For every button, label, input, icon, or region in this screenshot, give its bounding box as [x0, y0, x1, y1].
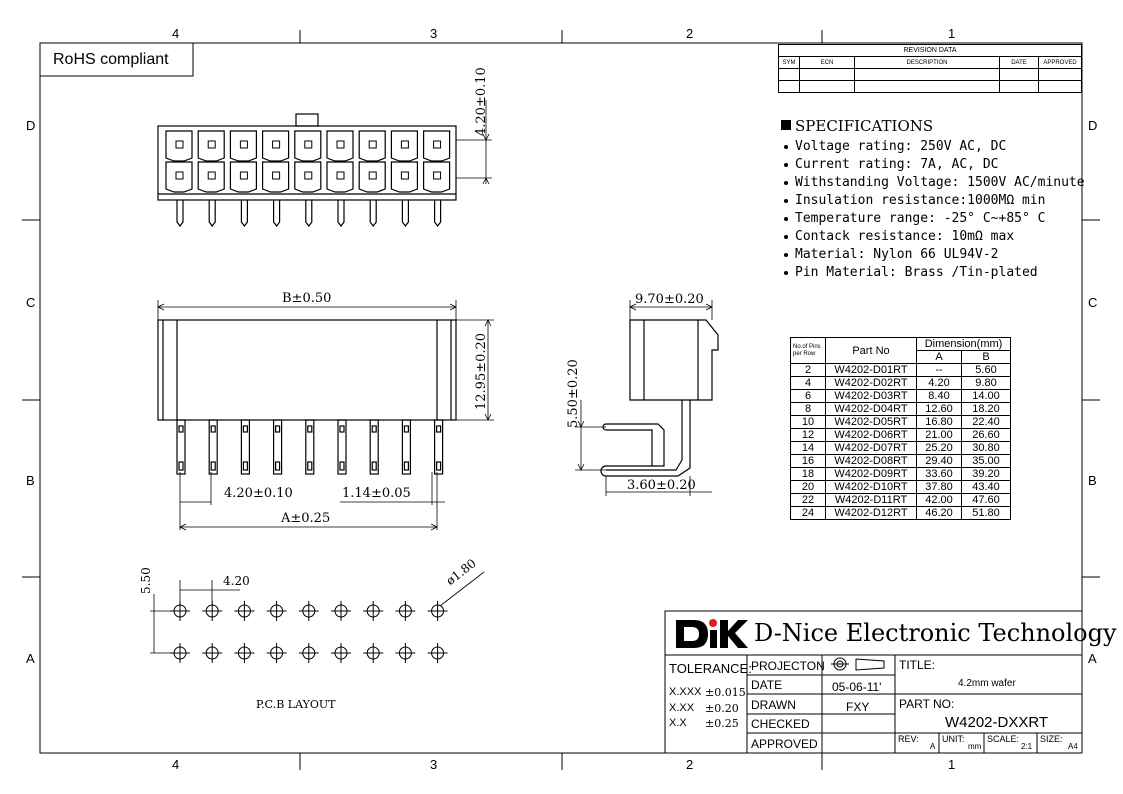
rohs-label: RoHS compliant — [53, 51, 169, 68]
drawn-value: FXY — [846, 700, 870, 714]
cavity — [295, 162, 321, 192]
side-pin-notch — [211, 462, 215, 470]
dim-a-cell: 37.80 — [917, 481, 962, 494]
spec-item: Voltage rating: 250V AC, DC — [795, 139, 1007, 154]
spec-bullet — [784, 235, 788, 239]
part-no-cell: W4202-D04RT — [826, 403, 917, 416]
revision-table — [778, 44, 1082, 93]
spec-item: Temperature range: -25° C~+85° C — [795, 211, 1046, 226]
dim-b-cell: 43.40 — [962, 481, 1011, 494]
part-no-cell: W4202-D08RT — [826, 455, 917, 468]
zone-top-1: 1 — [948, 26, 956, 41]
cavity-terminal — [273, 141, 280, 148]
pt-header-b: B — [962, 351, 1011, 364]
cavity — [166, 162, 192, 192]
spec-item: Withstanding Voltage: 1500V AC/minute — [795, 175, 1085, 190]
side-pin-notch — [211, 426, 215, 432]
part-no-cell: W4202-D03RT — [826, 390, 917, 403]
title-label: TITLE: — [899, 658, 936, 672]
part-no-cell: W4202-D12RT — [826, 507, 917, 520]
side-pin-notch — [404, 426, 408, 432]
dim-a-cell: 16.80 — [917, 416, 962, 429]
rev-header-ecn: ECN — [800, 57, 855, 69]
dim-right-pin: 3.60±0.20 — [627, 478, 696, 493]
cavity-terminal — [208, 172, 215, 179]
cavity-terminal — [401, 172, 408, 179]
pins-cell: 20 — [791, 481, 826, 494]
side-pin-notch — [437, 462, 441, 470]
dim-b-cell: 47.60 — [962, 494, 1011, 507]
top-pin — [241, 200, 247, 226]
side-pin — [402, 420, 410, 474]
dim-b-cell: 35.00 — [962, 455, 1011, 468]
projection-label: PROJECTON — [751, 659, 825, 673]
rev-header-sym: SYM — [779, 57, 800, 69]
dim-right-width: 9.70±0.20 — [635, 292, 704, 307]
spec-bullet — [784, 145, 788, 149]
cavity-terminal — [337, 141, 344, 148]
rev-header-date: DATE — [1000, 57, 1039, 69]
zone-top-4: 4 — [172, 26, 180, 41]
zone-right-b: B — [1088, 473, 1097, 488]
dim-pin-width: 1.14±0.05 — [342, 486, 411, 501]
zone-bottom-2: 2 — [686, 757, 694, 772]
cavity-terminal — [305, 172, 312, 179]
tol-row-2-format: X.XX — [669, 702, 695, 714]
cavity-terminal — [176, 172, 183, 179]
zone-left-d: D — [26, 118, 36, 133]
spec-item: Contack resistance: 10mΩ max — [795, 229, 1015, 244]
cavity — [166, 131, 192, 161]
side-view — [158, 300, 494, 530]
spec-title: SPECIFICATIONS — [795, 117, 934, 135]
company-logo — [676, 619, 748, 648]
cavity-terminal — [369, 172, 376, 179]
side-pin-notch — [437, 426, 441, 432]
dim-b-cell: 5.60 — [962, 364, 1011, 377]
spec-bullet — [784, 217, 788, 221]
spec-marker — [781, 120, 791, 130]
cavity-terminal — [337, 172, 344, 179]
side-pin-notch — [276, 462, 280, 470]
spec-bullet — [784, 181, 788, 185]
side-pin — [274, 420, 282, 474]
part-no-cell: W4202-D05RT — [826, 416, 917, 429]
top-view — [158, 100, 492, 226]
dim-a-cell: 42.00 — [917, 494, 962, 507]
table-row — [791, 442, 1011, 455]
top-pin — [370, 200, 376, 226]
side-pin — [306, 420, 314, 474]
zone-bottom-3: 3 — [430, 757, 438, 772]
pt-header-part: Part No — [826, 338, 917, 364]
dim-a-cell: 4.20 — [917, 377, 962, 390]
cavity-terminal — [369, 141, 376, 148]
cavity — [263, 162, 289, 192]
dim-pcb-hole: ø1.80 — [443, 556, 479, 588]
dim-right-height: 5.50±0.20 — [566, 359, 581, 428]
part-no-cell: W4202-D01RT — [826, 364, 917, 377]
part-no-cell: W4202-D07RT — [826, 442, 917, 455]
side-pin — [241, 420, 249, 474]
table-row — [791, 455, 1011, 468]
zone-left-c: C — [26, 295, 36, 310]
cavity-terminal — [305, 141, 312, 148]
dim-b-cell: 14.00 — [962, 390, 1011, 403]
zone-top-3: 3 — [430, 26, 438, 41]
spec-bullet — [784, 199, 788, 203]
spec-bullet — [784, 253, 788, 257]
partno-label: PART NO: — [899, 697, 955, 711]
cavity — [391, 162, 417, 192]
top-pin — [306, 200, 312, 226]
approved-label: APPROVED — [751, 737, 818, 751]
table-row — [791, 494, 1011, 507]
checked-label: CHECKED — [751, 717, 810, 731]
date-label: DATE — [751, 678, 783, 692]
dim-a-cell: 25.20 — [917, 442, 962, 455]
dim-b-cell: 18.20 — [962, 403, 1011, 416]
unit-label: UNIT: — [942, 734, 965, 744]
dim-b-cell: 22.40 — [962, 416, 1011, 429]
scale-label: SCALE: — [987, 734, 1020, 744]
pins-cell: 8 — [791, 403, 826, 416]
cavity — [327, 131, 353, 161]
zone-right-a: A — [1088, 651, 1097, 666]
dim-b-cell: 51.80 — [962, 507, 1011, 520]
dim-side-width: B±0.50 — [282, 291, 332, 306]
size-label: SIZE: — [1040, 734, 1063, 744]
table-row — [791, 481, 1011, 494]
dim-a-cell: 33.60 — [917, 468, 962, 481]
spec-item: Current rating: 7A, AC, DC — [795, 157, 999, 172]
part-no-cell: W4202-D06RT — [826, 429, 917, 442]
zone-left-a: A — [26, 651, 35, 666]
side-pin-notch — [372, 462, 376, 470]
side-pin — [370, 420, 378, 474]
cavity — [359, 131, 385, 161]
side-pin-notch — [276, 426, 280, 432]
cavity — [359, 162, 385, 192]
side-pin-notch — [179, 426, 183, 432]
tol-row-3-value: ±0.25 — [705, 717, 739, 730]
dim-b-cell: 9.80 — [962, 377, 1011, 390]
part-no-cell: W4202-D11RT — [826, 494, 917, 507]
unit-value: mm — [968, 742, 982, 751]
scale-value: 2:1 — [1021, 742, 1033, 751]
dim-pcb-pitch: 4.20 — [223, 574, 250, 588]
dim-top-height: 4.20±0.10 — [474, 67, 489, 136]
tol-row-2-value: ±0.20 — [705, 702, 739, 715]
side-pin-notch — [308, 426, 312, 432]
part-no-cell: W4202-D10RT — [826, 481, 917, 494]
tolerance-label: TOLERANCE: — [669, 661, 752, 676]
dim-span-a: A±0.25 — [281, 511, 331, 526]
dim-b-cell: 26.60 — [962, 429, 1011, 442]
spec-bullet — [784, 271, 788, 275]
top-pin — [402, 200, 408, 226]
table-row — [791, 507, 1011, 520]
dim-a-cell: -- — [917, 364, 962, 377]
cavity — [327, 162, 353, 192]
title-value: 4.2mm wafer — [958, 678, 1016, 689]
date-value: 05-06-11' — [832, 680, 882, 694]
pins-cell: 4 — [791, 377, 826, 390]
dim-pitch: 4.20±0.10 — [224, 486, 293, 501]
part-no-cell: W4202-D09RT — [826, 468, 917, 481]
cavity-terminal — [434, 141, 441, 148]
zone-top-2: 2 — [686, 26, 694, 41]
pins-cell: 18 — [791, 468, 826, 481]
pins-cell: 10 — [791, 416, 826, 429]
cavity-terminal — [240, 141, 247, 148]
cavity — [230, 162, 256, 192]
pins-cell: 24 — [791, 507, 826, 520]
dim-a-cell: 29.40 — [917, 455, 962, 468]
dim-pcb-row: 5.50 — [139, 567, 153, 594]
dim-side-height: 12.95±0.20 — [474, 332, 489, 410]
side-pin-notch — [372, 426, 376, 432]
side-pin-notch — [308, 462, 312, 470]
table-row — [791, 377, 1011, 390]
pins-cell: 14 — [791, 442, 826, 455]
pcb-layout-label: P.C.B LAYOUT — [256, 698, 336, 711]
dim-a-cell: 12.60 — [917, 403, 962, 416]
table-row — [791, 416, 1011, 429]
top-pin — [435, 200, 441, 226]
top-pin — [338, 200, 344, 226]
pins-cell: 22 — [791, 494, 826, 507]
dim-b-cell: 39.20 — [962, 468, 1011, 481]
pins-cell: 12 — [791, 429, 826, 442]
drawn-label: DRAWN — [751, 698, 796, 712]
cavity-terminal — [208, 141, 215, 148]
cavity — [424, 162, 450, 192]
zone-right-c: C — [1088, 295, 1098, 310]
part-no-cell: W4202-D02RT — [826, 377, 917, 390]
dim-a-cell: 46.20 — [917, 507, 962, 520]
side-pin — [177, 420, 185, 474]
side-pin-notch — [404, 462, 408, 470]
dim-a-cell: 8.40 — [917, 390, 962, 403]
rev-value: A — [930, 742, 936, 751]
spec-item: Pin Material: Brass /Tin-plated — [795, 265, 1038, 280]
pins-cell: 6 — [791, 390, 826, 403]
top-pin — [274, 200, 280, 226]
zone-bottom-4: 4 — [172, 757, 180, 772]
tol-row-1-format: X.XXX — [669, 686, 702, 698]
cavity — [295, 131, 321, 161]
pt-header-pins: No.of Pins per Row — [791, 338, 826, 364]
cavity-terminal — [176, 141, 183, 148]
side-pin-notch — [340, 426, 344, 432]
revision-title: REVISION DATA — [779, 45, 1082, 57]
table-row — [791, 364, 1011, 377]
cavity — [198, 131, 224, 161]
side-pin-notch — [243, 462, 247, 470]
side-pin — [209, 420, 217, 474]
spec-bullet — [784, 163, 788, 167]
cavity — [263, 131, 289, 161]
dim-a-cell: 21.00 — [917, 429, 962, 442]
cavity — [391, 131, 417, 161]
pins-cell: 16 — [791, 455, 826, 468]
cavity — [424, 131, 450, 161]
right-view — [575, 300, 718, 496]
pcb-layout — [150, 572, 484, 663]
cavity-terminal — [434, 172, 441, 179]
table-row — [791, 468, 1011, 481]
cavity-terminal — [273, 172, 280, 179]
spec-item: Material: Nylon 66 UL94V-2 — [795, 247, 999, 262]
side-pin-notch — [243, 426, 247, 432]
table-row — [791, 390, 1011, 403]
partno-value: W4202-DXXRT — [945, 714, 1049, 731]
pt-header-a: A — [917, 351, 962, 364]
cavity — [230, 131, 256, 161]
table-row — [791, 403, 1011, 416]
cavity-terminal — [240, 172, 247, 179]
side-pin — [338, 420, 346, 474]
tol-row-3-format: X.X — [669, 717, 687, 729]
rev-label: REV: — [898, 734, 919, 744]
rev-header-description: DESCRIPTION — [855, 57, 1000, 69]
table-row — [791, 429, 1011, 442]
pt-header-dim: Dimension(mm) — [917, 338, 1011, 351]
side-pin — [435, 420, 443, 474]
dim-b-cell: 30.80 — [962, 442, 1011, 455]
company-name: D-Nice Electronic Technology — [754, 619, 1117, 647]
tol-row-1-value: ±0.015 — [705, 686, 746, 699]
size-value: A4 — [1068, 742, 1078, 751]
top-pin — [177, 200, 183, 226]
side-pin-notch — [340, 462, 344, 470]
pins-cell: 2 — [791, 364, 826, 377]
top-pin — [209, 200, 215, 226]
rev-header-approved: APPROVED — [1039, 57, 1082, 69]
zone-bottom-1: 1 — [948, 757, 956, 772]
cavity-terminal — [401, 141, 408, 148]
side-pin-notch — [179, 462, 183, 470]
cavity — [198, 162, 224, 192]
spec-item: Insulation resistance:1000MΩ min — [795, 193, 1046, 208]
zone-right-d: D — [1088, 118, 1098, 133]
zone-left-b: B — [26, 473, 35, 488]
part-table — [790, 337, 1011, 520]
